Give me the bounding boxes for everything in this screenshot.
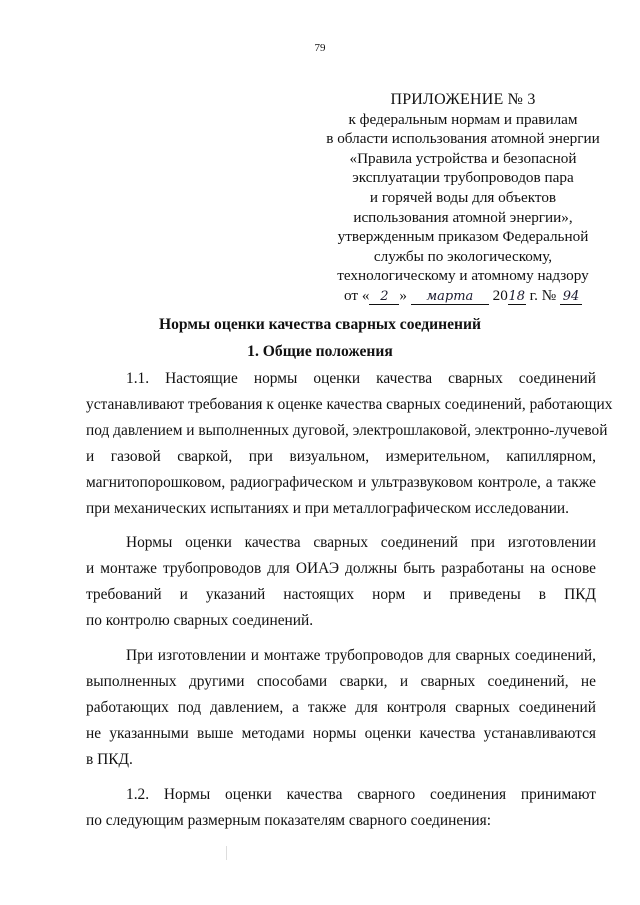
text-line: по следующим размерным показателям сварного соединения: [86,811,491,829]
text-line: под давлением и выполненных дуговой, электрошлаковой, электронно-лучевой [86,421,608,439]
order-year-prefix: 20 [492,286,508,304]
order-number-label: г. № [529,286,557,304]
text-line: 1.2. Нормы оценки качества сварного соединения принимают [126,785,596,803]
appendix-line: утвержденным приказом Федеральной [337,228,589,246]
text-line: при механических испытаниях и при металлографическом исследовании. [86,499,570,517]
text-line: При изготовлении и монтаже трубопроводов для сварных соединений, [126,647,596,665]
paragraph-norms [86,530,596,634]
appendix-line: технологическому и атомному надзору [337,267,589,285]
text-line: требований и указаний настоящих норм и приведены в ПКД [86,586,596,604]
appendix-title: ПРИЛОЖЕНИЕ № 3 [390,91,536,108]
appendix-line: службы по экологическому, [373,247,553,265]
text-line: работающих под давлением, а также для контроля сварных соединений [86,698,596,716]
appendix-line: «Правила устройства и безопасной [349,149,577,167]
handwritten-month: марта [411,290,489,305]
handwritten-number: 94 [560,290,582,305]
order-date-line [300,286,626,306]
text-line: устанавливают требования к оценке качества сварных соединений, работающих [86,395,613,413]
paragraph-1-2 [86,782,596,834]
order-mid: » [399,286,408,304]
document-title: Нормы оценки качества сварных соединений [159,316,481,333]
text-line: выполненных другими способами сварки, и сварных соединений, не [86,672,596,690]
appendix-line: эксплуатации трубопроводов пара [352,169,574,187]
paragraph-1-1 [86,366,613,521]
section-title: 1. Общие положения [247,343,393,360]
text-line: в ПКД. [86,750,133,768]
handwritten-day: 2 [369,290,399,305]
body-text [86,366,613,842]
paragraph-other-methods [86,643,596,773]
appendix-block [300,90,626,306]
scan-artifact [226,846,227,860]
text-line: и монтаже трубопроводов для ОИАЭ должны быть разработаны на основе [86,560,596,578]
appendix-line: к федеральным нормам и правилам [348,110,578,128]
text-line: 1.1. Настоящие нормы оценки качества сварных соединений [126,370,596,387]
handwritten-year: 18 [508,288,526,304]
order-prefix: от « [344,286,370,304]
page-number: 79 [314,42,326,54]
appendix-line: использования атомной энергии», [353,208,573,226]
text-line: магнитопорошковом, радиографическом и ультразвуковом контроле, а также [86,473,596,491]
text-line: Нормы оценки качества сварных соединений при изготовлении [126,534,596,552]
text-line: по контролю сварных соединений. [86,612,314,630]
appendix-line: и горячей воды для объектов [369,188,557,206]
text-line: не указанными выше методами нормы оценки качества устанавливаются [86,724,596,742]
appendix-line: в области использования атомной энергии [326,130,600,148]
text-line: и газовой сваркой, при визуальном, измерительном, капиллярном, [86,447,596,465]
